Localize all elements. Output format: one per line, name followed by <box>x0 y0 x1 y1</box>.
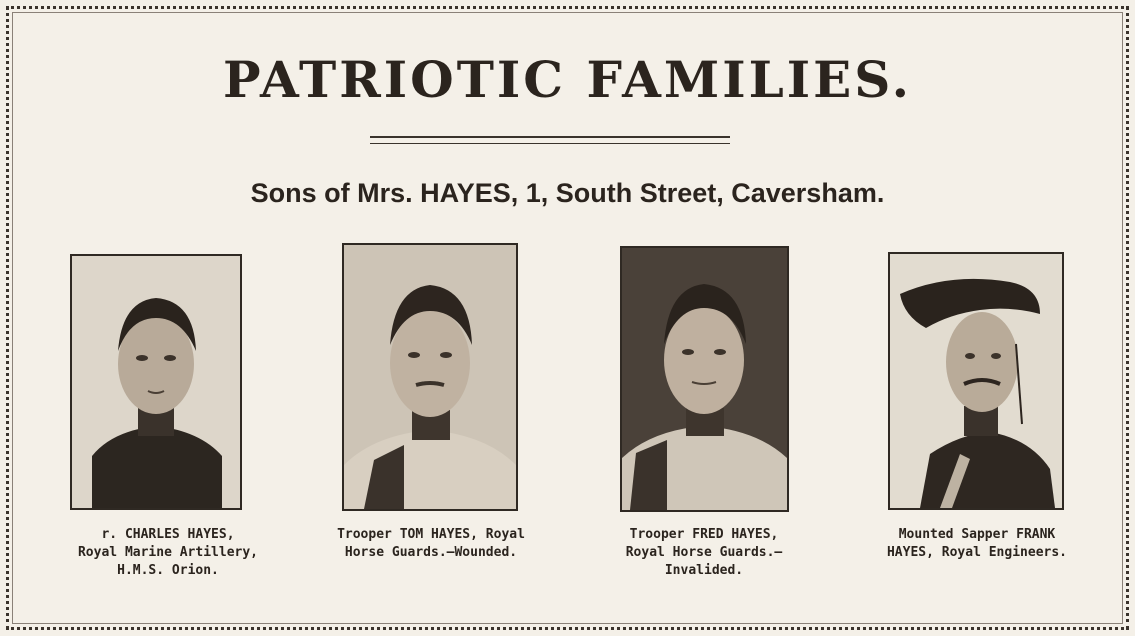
caption-fred-hayes: Trooper FRED HAYES, Royal Horse Guards.— Invalided. <box>625 527 783 578</box>
caption-charles-hayes: r. CHARLES HAYES, Royal Marine Artillery, H.M.S. Orion. <box>77 527 258 578</box>
title-rule <box>370 136 730 144</box>
caption-tom-hayes: Trooper TOM HAYES, Royal Horse Guards.—Wounded. <box>337 527 525 560</box>
portrait-charles-hayes <box>70 254 242 510</box>
portrait-fred-hayes <box>620 246 789 512</box>
page-subtitle: Sons of Mrs. HAYES, 1, South Street, Caversham. <box>250 178 885 208</box>
caption-frank-hayes: Mounted Sapper FRANK HAYES, Royal Engineers. <box>886 527 1067 560</box>
portrait-tom-hayes <box>342 243 518 511</box>
portrait-frank-hayes <box>888 252 1064 510</box>
page-title: PATRIOTIC FAMILIES. <box>222 50 912 109</box>
